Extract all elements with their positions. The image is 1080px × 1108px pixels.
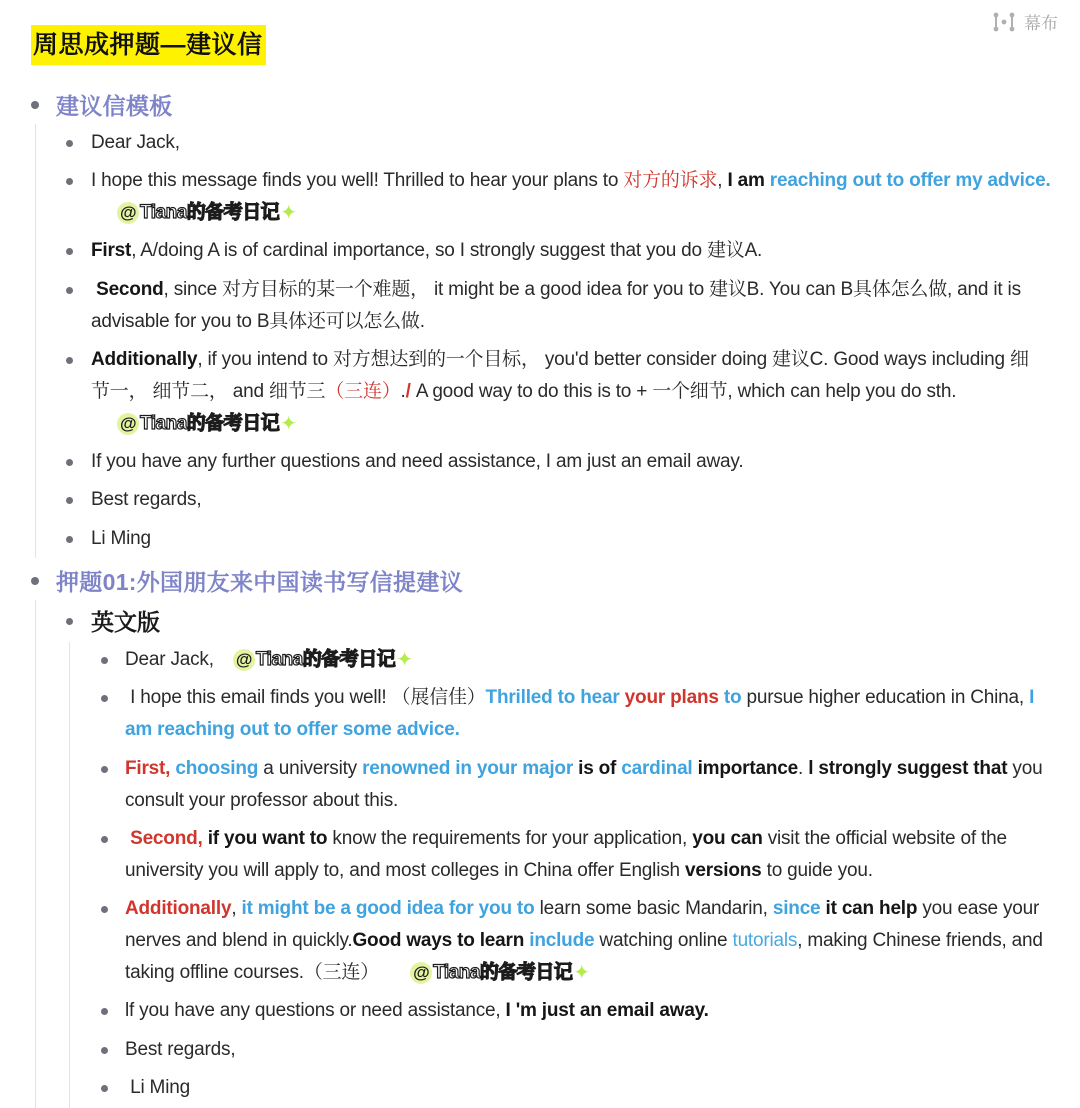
indent-guide [69, 642, 70, 1108]
list-item[interactable] [91, 523, 1051, 555]
item-text: . [400, 381, 406, 402]
slash-separator: / [405, 381, 411, 402]
item-text: watching online [594, 930, 733, 951]
list-item[interactable] [91, 127, 1051, 159]
item-text: I hope this message finds you well! Thrilled to hear your plans to [91, 170, 624, 191]
item-text: Li Ming [130, 1077, 190, 1098]
bold-phrase: I 'm just an email away. [505, 1000, 709, 1021]
key-phrase-red: your plans [624, 687, 719, 708]
list-bullet[interactable] [66, 536, 73, 543]
key-phrase: renowned in your major [362, 758, 574, 779]
list-item[interactable] [91, 344, 1046, 440]
key-phrase: Thrilled to hear [485, 687, 625, 708]
triple-note: （三连） [325, 381, 401, 402]
watermark-text: Tiana的备考日记 [433, 962, 573, 983]
key-phrase-red: Additionally [125, 898, 232, 919]
item-text: you ease your nerves and blend in quickly. [125, 898, 1040, 951]
mubu-logo-icon [992, 12, 1016, 32]
bold-phrase: importance [692, 758, 799, 779]
key-phrase: to [718, 687, 742, 708]
sparkle-icon: ✦ [573, 962, 590, 984]
list-item[interactable] [125, 893, 1060, 989]
list-item[interactable] [125, 1072, 1060, 1104]
section-heading-template[interactable] [56, 86, 173, 122]
list-item[interactable] [91, 274, 1041, 338]
at-icon: @ [410, 962, 432, 984]
watermark [117, 197, 297, 229]
item-text: , if you intend to 对方想达到的一个目标， you'd better consider doing 建议C. Good ways including 细节一， 细节二， and 细节三 [91, 349, 1029, 402]
section-bullet[interactable] [31, 577, 39, 585]
document-title [31, 25, 266, 65]
key-phrase: since [772, 898, 821, 919]
item-text: A good way to do this is to + 一个细节, which can help you do sth. [410, 381, 957, 402]
subheading-english-version[interactable] [91, 604, 160, 637]
list-item[interactable] [125, 644, 1060, 676]
section-heading-text: 押题01:外国朋友来中国读书写信提建议 [56, 568, 463, 595]
list-bullet[interactable] [66, 357, 73, 364]
list-item[interactable] [91, 446, 1051, 478]
key-phrase-red: Second, [130, 828, 203, 849]
item-text: , making Chinese friends, and taking offline courses.（三连） [125, 930, 1043, 984]
list-bullet[interactable] [101, 1085, 108, 1092]
bold-phrase: is of [573, 758, 622, 779]
section-heading-topic01[interactable] [56, 562, 463, 598]
item-text: Best regards, [125, 1039, 236, 1060]
watermark [117, 408, 297, 440]
item-text: , since 对方目标的某一个难题， it might be a good idea for you to 建议B. You can B具体怎么做, and it is advisable for you to B具体还可以怎么做. [91, 279, 1021, 332]
key-phrase: include [529, 930, 595, 951]
item-text: visit the official website of the university you will apply to, and most colleges in China offer English [125, 828, 1007, 881]
list-bullet[interactable] [66, 248, 73, 255]
list-item[interactable] [125, 1034, 1060, 1066]
key-word: tutorials [732, 930, 798, 951]
item-text: Li Ming [91, 528, 151, 549]
list-item[interactable] [125, 682, 1065, 746]
bold-phrase: versions [684, 860, 762, 881]
list-item[interactable] [91, 165, 1051, 229]
watermark [233, 644, 413, 676]
list-bullet[interactable] [66, 618, 73, 625]
list-bullet[interactable] [101, 1008, 108, 1015]
list-item[interactable] [91, 235, 1051, 267]
bold-phrase: it can help [825, 898, 918, 919]
at-icon: @ [233, 649, 255, 671]
key-phrase: reaching out to offer my advice. [769, 170, 1051, 191]
bold-phrase: I am [727, 170, 765, 191]
indent-guide [35, 124, 36, 558]
list-bullet[interactable] [66, 459, 73, 466]
bold-phrase: First [91, 240, 132, 261]
subheading-text: 英文版 [91, 609, 160, 635]
item-text: Best regards, [91, 489, 202, 510]
item-text: . [798, 758, 809, 779]
item-text: learn some basic Mandarin, [534, 898, 773, 919]
page-title[interactable]: 周思成押题—建议信 [31, 25, 266, 65]
brand-name: 幕布 [1024, 14, 1058, 33]
at-icon: @ [117, 202, 139, 224]
item-text: , [231, 898, 242, 919]
item-text: a university [258, 758, 363, 779]
list-bullet[interactable] [101, 906, 108, 913]
indent-guide [35, 600, 36, 1108]
list-bullet[interactable] [66, 140, 73, 147]
bold-phrase: Second [96, 279, 164, 300]
bold-phrase: Good ways to learn [352, 930, 525, 951]
sparkle-icon: ✦ [280, 413, 297, 435]
list-bullet[interactable] [101, 695, 108, 702]
section-bullet[interactable] [31, 101, 39, 109]
section-heading-text: 建议信模板 [56, 92, 173, 119]
item-text: you consult your professor about this. [125, 758, 1043, 811]
item-text: to guide you. [761, 860, 873, 881]
at-icon: @ [117, 413, 139, 435]
sparkle-icon: ✦ [396, 649, 413, 671]
list-bullet[interactable] [66, 178, 73, 185]
key-phrase: it might be a good idea for you to [241, 898, 535, 919]
placeholder-demand: 对方的诉求 [623, 170, 718, 191]
bold-phrase: you can [692, 828, 763, 849]
list-bullet[interactable] [101, 657, 108, 664]
item-text: pursue higher education in China, [741, 687, 1030, 708]
item-text: lf you have any questions or need assistance, [125, 1000, 506, 1021]
item-text: , A/doing A is of cardinal importance, so I strongly suggest that you do 建议A. [131, 240, 763, 261]
item-text: know the requirements for your application, [327, 828, 693, 849]
watermark [410, 957, 590, 989]
watermark-text: Tiana的备考日记 [140, 413, 280, 434]
bold-phrase: Additionally [91, 349, 198, 370]
bold-phrase: l strongly suggest that [808, 758, 1008, 779]
bold-phrase: if you want to [207, 828, 328, 849]
item-text: Dear Jack, [91, 132, 180, 153]
item-text: Dear Jack, [125, 649, 214, 671]
key-phrase-red: First, [125, 758, 171, 779]
brand-logo [992, 9, 1058, 34]
list-item[interactable] [91, 484, 1051, 516]
list-bullet[interactable] [66, 497, 73, 504]
sparkle-icon: ✦ [280, 202, 297, 224]
watermark-text: Tiana的备考日记 [255, 649, 396, 670]
key-phrase: choosing [175, 758, 259, 779]
list-bullet[interactable] [101, 836, 108, 843]
item-text: , [717, 170, 728, 191]
item-text: I hope this email finds you well! （展信佳） [130, 687, 486, 708]
item-text: If you have any further questions and need assistance, I am just an email away. [91, 451, 744, 472]
list-bullet[interactable] [66, 287, 73, 294]
list-bullet[interactable] [101, 766, 108, 773]
key-phrase: cardinal [621, 758, 693, 779]
list-bullet[interactable] [101, 1047, 108, 1054]
key-phrase: I am reaching out to offer some advice. [125, 687, 1035, 740]
watermark-text: Tiana的备考日记 [140, 202, 280, 223]
list-item[interactable] [125, 753, 1055, 817]
list-item[interactable] [125, 823, 1060, 887]
list-item[interactable] [125, 995, 1060, 1027]
